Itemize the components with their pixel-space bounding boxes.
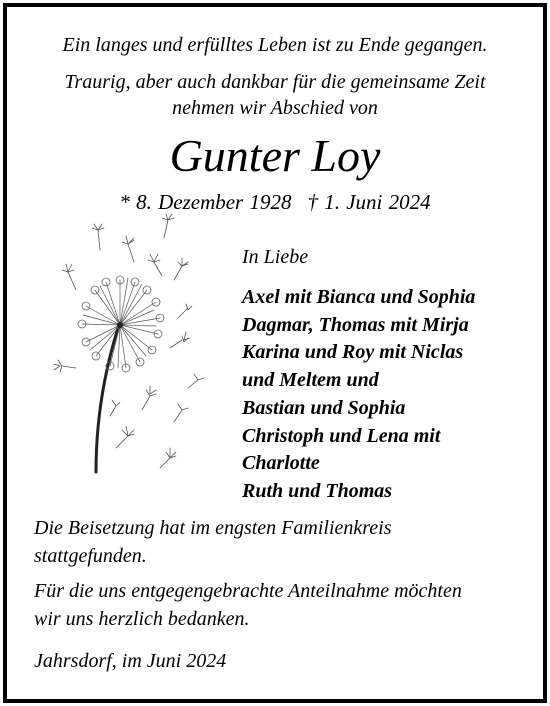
thanks-note-line: wir uns herzlich bedanken. [34,608,250,630]
mourner-line: Bastian und Sophia [242,396,406,419]
mourners-intro: In Liebe [242,246,309,268]
dandelion-icon [50,210,210,480]
burial-note-line: Die Beisetzung hat im engsten Familienkreis [34,517,392,539]
mourner-line: Axel mit Bianca und Sophia [242,286,476,308]
opening-line: nehmen wir Abschied von [172,97,378,119]
mourner-line: und Meltem und [242,369,379,392]
thanks-note-line: Für die uns entgegengebrachte Anteilnahme möchten [34,580,462,602]
mourners-list [242,284,475,506]
opening-line: Traurig, aber auch dankbar für die gemeinsame Zeit [64,71,486,93]
mourner-line: Ruth und Thomas [242,479,393,502]
death-date: † 1. Juni 2024 [307,190,431,214]
thanks-note [34,577,514,633]
opening-line: Ein langes und erfülltes Leben ist zu Ende gegangen. [62,34,488,56]
burial-note [34,514,514,570]
mourner-line: Christoph und Lena mit [242,424,441,447]
place-date: Jahrsdorf, im Juni 2024 [34,650,227,672]
birth-date: * 8. Dezember 1928 [119,190,292,214]
mourner-line: Charlotte [242,452,320,475]
burial-note-line: stattgefunden. [34,545,147,567]
mourner-line: Dagmar, Thomas mit Mirja [242,313,469,336]
mourner-line: Karina und Roy mit Niclas [242,341,464,364]
deceased-name: Gunter Loy [169,130,381,181]
